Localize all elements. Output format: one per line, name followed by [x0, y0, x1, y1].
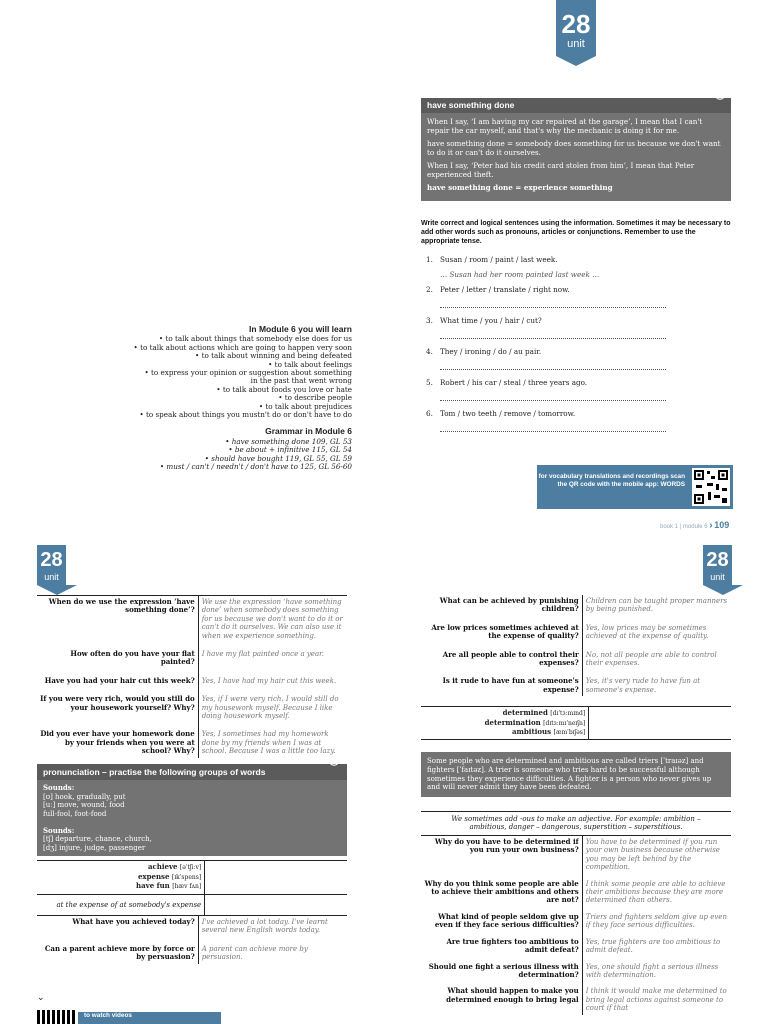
table-row [421, 957, 731, 982]
pron-line: [tʃ] departure, chance, church, [43, 835, 152, 844]
exercise-item: 6. Tom / two teeth / remove / tomorrow. [426, 409, 576, 418]
chevron-down-icon[interactable]: ︶ [329, 762, 339, 774]
exercise-item: 2. Peter / letter / translate / right now. [426, 285, 570, 294]
grammar-box-line: have something done = experience something [427, 183, 613, 192]
table-row [421, 616, 731, 643]
unit-label: unit [44, 572, 59, 582]
exercise-item: 3. What time / you / hair / cut? [426, 316, 542, 325]
exercise-item: 1. Susan / room / paint / last week. [426, 255, 558, 264]
vocab-words: determined [dɪˈtɜːmɪnd] determination [dɪtɜːmɪˈneɪʃn] ambitious [æmˈbɪʃəs] [421, 707, 589, 739]
video-banner[interactable] [78, 1012, 221, 1024]
question: Is it rude to have fun at someone's expense? [421, 669, 582, 696]
table-row [37, 937, 347, 964]
chevron-down-icon[interactable]: ⌄ [37, 993, 45, 1003]
qa-table [37, 595, 347, 758]
exercise-item: 5. Robert / his car / steal / three years ago. [426, 378, 588, 387]
grammar-box-line: When I say, ‘Peter had his credit card stolen from him’, I mean that Peter experienced theft. [427, 161, 695, 179]
answer: Triers and fighters seldom give up even if they face serious difficulties. [585, 912, 727, 930]
table-row [421, 595, 731, 616]
page-number: 109 [714, 520, 730, 530]
table-row [37, 669, 347, 687]
pron-line: [uː] move, wound, food [43, 801, 125, 810]
vocab-list [421, 706, 731, 740]
answer: Children can be taught proper manners by being punished. [585, 597, 728, 614]
answer: I think it would make me determined to bring legal actions against someone to court if that [585, 987, 727, 1013]
question: What should happen to make you determined enough to bring legal [421, 981, 582, 1014]
grammar-box-title: have something done [427, 100, 515, 110]
answer: I think some people are able to achieve their ambitions because they are more determined than others. [585, 879, 726, 905]
answer: Yes, if I were very rich, I would still do my housework myself. Because I like doing housework myself. [201, 695, 339, 721]
table-row [37, 687, 347, 722]
question: How often do you have your flat painted? [37, 642, 198, 669]
learn-item: in the past that went wrong [250, 376, 352, 386]
learn-item: • to talk about winning and being defeated [195, 351, 352, 361]
chevron-down-icon[interactable]: ︶ [715, 97, 725, 108]
learn-item: • to talk about prejudices [258, 401, 352, 411]
pron-line: Sounds: [43, 825, 75, 835]
pron-line: [ʊ] hook, gradually, put [43, 792, 126, 801]
exercise-instruction: Write correct and logical sentences using the information. Sometimes it may be necessary to add other words such as pronouns, articles or conjunctions. Remember to use the appropriate tense. [421, 220, 731, 245]
unit-number: 28 [561, 9, 591, 39]
question: Are all people able to control their expenses? [421, 643, 582, 670]
learn-item: • to talk about feelings [268, 359, 352, 369]
pronunciation-title: pronunciation – practise the following groups of words [43, 766, 266, 777]
question: When do we use the expression ‘have something done’? [37, 596, 198, 643]
table-row [421, 932, 731, 957]
answer: You have to be determined if you run your own business because otherwise you may be left behind by the competition. [582, 836, 731, 874]
question: Are low prices sometimes achieved at the expense of quality? [421, 616, 582, 643]
learn-item: • to talk about foods you love or hate [216, 384, 352, 394]
grammar-title: Grammar in Module 6 [265, 426, 352, 437]
learn-item: • to describe people [278, 393, 352, 403]
question: What kind of people seldom give up even if they face serious difficulties? [421, 907, 582, 932]
unit-label: unit [710, 572, 725, 582]
unit-tag-left [37, 545, 66, 585]
table-row [421, 874, 731, 907]
qa-table [37, 915, 347, 964]
question: What can be achieved by punishing children? [421, 595, 582, 616]
answer-line[interactable] [440, 360, 666, 370]
exercise-answer: … Susan had her room painted last week … [440, 270, 600, 279]
page-footer [660, 520, 729, 531]
answer: I've achieved a lot today. I've learnt several new English words today. [198, 916, 347, 937]
vocab-list [37, 860, 347, 915]
answer-line[interactable] [440, 298, 666, 308]
table-row [421, 836, 731, 874]
pronunciation-header[interactable] [37, 764, 347, 781]
qa-table [421, 835, 731, 1015]
learn-item: • to express your opinion or suggestion about something [144, 368, 352, 378]
answer-line[interactable] [440, 329, 666, 339]
answer: Yes, true fighters are too ambitious to admit defeat. [585, 937, 721, 955]
answer: Yes, one should fight a serious illness with determination. [585, 962, 719, 979]
qr-code-icon[interactable] [692, 468, 730, 506]
pronunciation-box [37, 764, 347, 857]
grammar-box-line: When I say, ‘I am having my car repaired at the garage’, I mean that I can't repair the car myself, and that's why the mechanic is doing it for me. [427, 117, 703, 135]
vocab-words: achieve [əˈtʃiːv] expense [ɪkˈspens] have fun [hæv fʌn] [37, 861, 205, 893]
answer: Yes, it's very rude to have fun at someone's expense. [585, 677, 701, 694]
question: What have you achieved today? [37, 916, 198, 937]
table-row [421, 643, 731, 670]
table-row [37, 722, 347, 757]
answer: Yes, I have had my hair cut this week. [201, 676, 337, 685]
pron-line: Sounds: [43, 783, 75, 793]
answer: No, not all people are able to control their expenses. [585, 650, 717, 668]
unit-number: 28 [40, 549, 63, 571]
table-row [421, 907, 731, 932]
question: Can a parent achieve more by force or by persuasion? [37, 937, 198, 964]
qa-table [421, 595, 731, 696]
answer: We use the expression ‘have something done’ when somebody does something for us because we don't want to do it or can't do it ourselves. We can also use it when we experience something. [198, 596, 347, 643]
table-row [37, 916, 347, 937]
answer: Yes, I sometimes had my homework done by my friends when I was at school. Because I was a little too lazy. [201, 730, 336, 756]
table-row [421, 981, 731, 1014]
grammar-box-line: have something done = somebody does something for us because we don't want to do it or can't do it ourselves. [427, 139, 721, 157]
table-row [37, 596, 347, 643]
learn-item: • to speak about things you mustn't do or don't have to do [139, 410, 352, 420]
grammar-box [421, 98, 731, 201]
pron-line: full-fool, foot-food [43, 810, 107, 819]
triers-fighters-note: Some people who are determined and ambitious are called triers [ˈtraɪəz] and fighters [ˈfaɪtəz]. A trier is someone who tries hard to be successful although sometimes they experience difficulties. A fighter is a person who never gives up and will never admit they have been defeated. [421, 752, 731, 796]
table-row [421, 669, 731, 696]
question: If you were very rich, would you still do your housework yourself? Why? [37, 687, 198, 722]
grammar-item: • be about + infinitive 115, GL 54 [228, 445, 352, 455]
ous-note: We sometimes add -ous to make an adjective. For example: ambition – ambitious, danger – dangerous, superstition – superstitious. [421, 811, 731, 835]
question: Are true fighters too ambitious to admit defeat? [421, 932, 582, 957]
qr-text: for vocabulary translations and recordings scan the QR code with the mobile app: WORDS [538, 473, 685, 488]
answer-line[interactable] [440, 422, 666, 432]
pron-line: [dʒ] injure, judge, passenger [43, 843, 146, 852]
question: Should one fight a serious illness with determination? [421, 957, 582, 982]
answer-line[interactable] [440, 391, 666, 401]
unit-tag-right [703, 545, 732, 585]
question: Have you had your hair cut this week? [37, 669, 198, 687]
grammar-item: • must / can't / needn't / don't have to 125, GL 56-60 [159, 462, 352, 472]
module-learn [120, 325, 352, 472]
learn-title: In Module 6 you will learn [249, 324, 352, 334]
question: Why do you think some people are able to achieve their ambitions and others are not? [421, 874, 582, 907]
unit-number: 28 [706, 549, 729, 571]
chevron-right-icon: › [709, 520, 713, 531]
grammar-item: • have something done 109, GL 53 [225, 436, 352, 446]
exercise-item: 4. They / ironing / do / au pair. [426, 347, 542, 356]
unit-tag-top [556, 0, 596, 56]
right-column [421, 595, 731, 1015]
video-qr-icon[interactable] [37, 1010, 75, 1024]
answer: Yes, low prices may be sometimes achieved at the expense of quality. [585, 623, 709, 641]
grammar-item: • should have bought 119, GL 55, GL 59 [204, 453, 352, 463]
video-label: to watch videos [84, 1012, 132, 1019]
answer: A parent can achieve more by persuasion. [201, 944, 308, 962]
phrase: at the expense of at somebody's expense [37, 895, 205, 915]
qr-banner[interactable] [537, 465, 733, 509]
question: Why do you have to be determined if you run your own business? [421, 836, 582, 874]
left-column [37, 595, 347, 964]
footer-crumb: book 1 | module 6 [660, 524, 708, 530]
answer: I have my flat painted once a year. [201, 650, 324, 659]
unit-label: unit [567, 38, 585, 50]
exercise-list [426, 255, 666, 432]
learn-item: • to talk about actions which are going to happen very soon [133, 342, 352, 352]
learn-item: • to talk about things that somebody else does for us [158, 334, 352, 344]
grammar-box-header[interactable] [421, 98, 731, 113]
question: Did you ever have your homework done by your friends when you were at school? Why? [37, 722, 198, 757]
table-row [37, 642, 347, 669]
